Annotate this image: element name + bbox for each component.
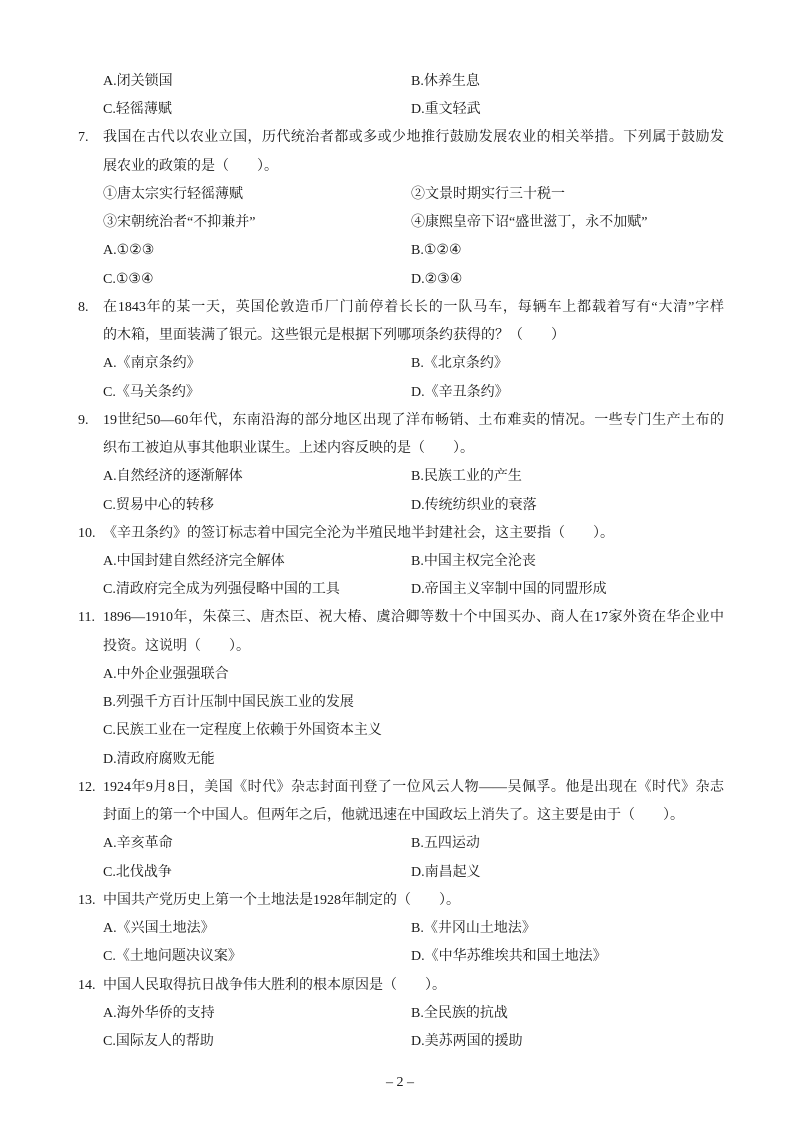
option-row (0, 576, 800, 604)
option-b: B.《北京条约》 (411, 356, 508, 372)
option-c: C.《土地问题决议案》 (103, 949, 242, 965)
question-number: 8. (78, 299, 89, 315)
option-row (0, 350, 800, 378)
option-b: B.五四运动 (411, 836, 480, 852)
question-stem-line (0, 153, 800, 181)
question-stem-line (0, 322, 800, 350)
option-a: A.自然经济的逐渐解体 (103, 469, 243, 485)
question-stem-text: 的木箱，里面装满了银元。这些银元是根据下列哪项条约获得的？（ ） (103, 328, 565, 344)
option-c: C.轻徭薄赋 (103, 102, 172, 118)
question-number: 13. (78, 892, 96, 908)
option-b: B.民族工业的产生 (411, 469, 522, 485)
question-list (0, 68, 800, 1056)
option-row (0, 492, 800, 520)
option-b: B.全民族的抗战 (411, 1005, 508, 1021)
option-d: D.《中华苏维埃共和国土地法》 (411, 949, 607, 965)
option-d: D.南昌起义 (411, 864, 481, 880)
statement-3: ③宋朝统治者“不抑兼并” (103, 215, 256, 231)
option-b: B.列强千方百计压制中国民族工业的发展 (103, 695, 354, 711)
option-d: D.清政府腐败无能 (103, 751, 215, 767)
page-number: – 2 – (386, 1075, 414, 1090)
statement-1: ①唐太宗实行轻徭薄赋 (103, 186, 243, 202)
option-d: D.传统纺织业的衰落 (411, 497, 537, 513)
question-stem-text: 封面上的第一个中国人。但两年之后，他就迅速在中国政坛上消失了。这主要是由于（ ）。 (103, 808, 684, 824)
option-a: A.《南京条约》 (103, 356, 201, 372)
question-stem-text: 织布工被迫从事其他职业谋生。上述内容反映的是（ ）。 (103, 441, 474, 457)
option-row (0, 661, 800, 689)
option-row (0, 830, 800, 858)
question-14 (0, 972, 800, 1057)
option-a: A.中外企业强强联合 (103, 666, 229, 682)
question-number: 7. (78, 130, 89, 146)
option-row (0, 96, 800, 124)
question-stem-line (0, 604, 800, 632)
option-d: D.《辛丑条约》 (411, 384, 509, 400)
question-stem-line (0, 633, 800, 661)
question-stem-line (0, 972, 800, 1000)
question-stem-text: 1924年9月8日，美国《时代》杂志封面刊登了一位风云人物——吴佩孚。他是出现在《时代》杂志 (103, 779, 724, 795)
option-row (0, 717, 800, 745)
option-c: C.国际友人的帮助 (103, 1033, 214, 1049)
option-c: C.北伐战争 (103, 864, 172, 880)
question-number: 14. (78, 977, 96, 993)
option-d: D.重文轻武 (411, 102, 481, 118)
option-b: B.休养生息 (411, 74, 480, 89)
option-d: D.帝国主义宰制中国的同盟形成 (411, 582, 607, 598)
question-number: 12. (78, 779, 96, 795)
question-stem-text: 投资。这说明（ ）。 (103, 638, 250, 654)
option-row (0, 266, 800, 294)
question-stem-line (0, 887, 800, 915)
option-b: B.中国主权完全沦丧 (411, 553, 536, 569)
question-stem-text: 展农业的政策的是（ ）。 (103, 158, 278, 174)
question-stem-text: 在1843年的某一天，英国伦敦造币厂门前停着长长的一队马车，每辆车上都载着写有“大清”字样 (103, 299, 724, 315)
question-stem-text: 中国人民取得抗日战争伟大胜利的根本原因是（ ）。 (103, 977, 446, 993)
statement-2: ②文景时期实行三十税一 (411, 186, 565, 202)
option-c: C.民族工业在一定程度上依赖于外国资本主义 (103, 723, 382, 739)
option-d: D.美苏两国的援助 (411, 1033, 523, 1049)
question-11 (0, 604, 800, 773)
question-stem-line (0, 124, 800, 152)
option-row (0, 859, 800, 887)
question-stem-text: 《辛丑条约》的签订标志着中国完全沦为半殖民地半封建社会，这主要指（ ）。 (103, 525, 614, 541)
question-stem-line (0, 435, 800, 463)
question-stem-text: 19世纪50—60年代，东南沿海的部分地区出现了洋布畅销、土布难卖的情况。一些专门生产土布的 (103, 412, 724, 428)
question-stem-line (0, 802, 800, 830)
question-stem-line (0, 294, 800, 322)
option-a: A.《兴国土地法》 (103, 921, 215, 937)
question-stem-line (0, 520, 800, 548)
option-c: C.清政府完全成为列强侵略中国的工具 (103, 582, 340, 598)
option-row (0, 915, 800, 943)
option-d: D.②③④ (411, 271, 463, 287)
question-stem-text: 1896—1910年，朱葆三、唐杰臣、祝大椿、虞洽卿等数十个中国买办、商人在17家外资在华企业中 (103, 610, 724, 626)
option-row (0, 689, 800, 717)
option-row (0, 237, 800, 265)
option-row (0, 746, 800, 774)
option-row (0, 68, 800, 96)
question-10 (0, 520, 800, 605)
option-row (0, 463, 800, 491)
option-row (0, 1000, 800, 1028)
option-b: B.①②④ (411, 243, 462, 259)
option-row (0, 1028, 800, 1056)
question-6-options (0, 68, 800, 124)
question-number: 9. (78, 412, 89, 428)
option-a: A.辛亥革命 (103, 836, 173, 852)
statement-row (0, 181, 800, 209)
question-12 (0, 774, 800, 887)
option-a: A.闭关锁国 (103, 74, 173, 89)
question-7 (0, 124, 800, 293)
question-number: 10. (78, 525, 96, 541)
question-8 (0, 294, 800, 407)
question-stem-line (0, 774, 800, 802)
question-13 (0, 887, 800, 972)
question-stem-text: 我国在古代以农业立国，历代统治者都或多或少地推行鼓励发展农业的相关举措。下列属于鼓励发 (103, 130, 724, 146)
question-stem-text: 中国共产党历史上第一个土地法是1928年制定的（ ）。 (103, 892, 460, 908)
question-9 (0, 407, 800, 520)
option-b: B.《井冈山土地法》 (411, 921, 536, 937)
option-row (0, 548, 800, 576)
option-c: C.贸易中心的转移 (103, 497, 214, 513)
statement-4: ④康熙皇帝下诏“盛世滋丁，永不加赋” (411, 215, 648, 231)
question-number: 11. (78, 610, 95, 626)
question-stem-line (0, 407, 800, 435)
option-a: A.中国封建自然经济完全解体 (103, 553, 285, 569)
option-c: C.①③④ (103, 271, 154, 287)
option-c: C.《马关条约》 (103, 384, 200, 400)
option-row (0, 943, 800, 971)
option-a: A.①②③ (103, 243, 155, 259)
option-row (0, 379, 800, 407)
statement-row (0, 209, 800, 237)
option-a: A.海外华侨的支持 (103, 1005, 215, 1021)
